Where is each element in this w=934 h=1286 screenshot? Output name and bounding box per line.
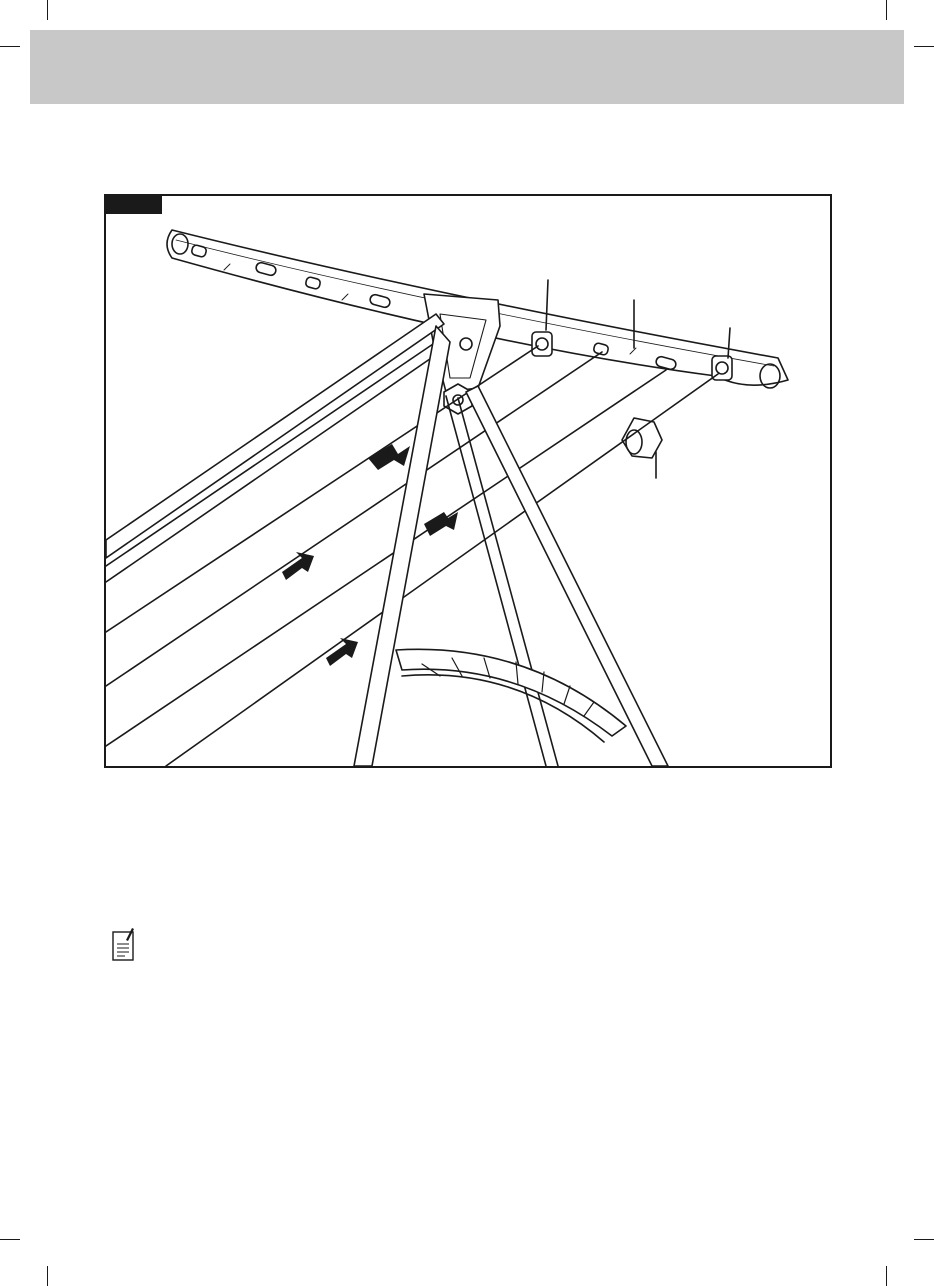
right-arrow-icon (326, 638, 358, 666)
wire-2 (106, 352, 602, 686)
left-arrow-icon (368, 444, 410, 470)
base-ring (396, 649, 626, 742)
crop-mark-top-right-h (914, 46, 934, 47)
crop-mark-bottom-right-v (886, 1266, 887, 1286)
crop-mark-top-left-h (0, 46, 20, 47)
left-rail (106, 314, 444, 558)
crop-mark-bottom-left-v (47, 1266, 48, 1286)
crop-mark-top-left-v (47, 0, 48, 20)
left-arrow-icon (424, 512, 458, 536)
header-band (30, 30, 904, 104)
assembly-figure (104, 194, 832, 768)
crop-mark-bottom-right-h (914, 1239, 934, 1240)
crop-mark-bottom-left-h (0, 1239, 20, 1240)
tension-knob-left (532, 332, 552, 356)
note-pencil-icon (110, 926, 136, 964)
leg-left (354, 326, 450, 766)
assembly-illustration (106, 196, 830, 766)
crop-mark-top-right-v (886, 0, 887, 20)
